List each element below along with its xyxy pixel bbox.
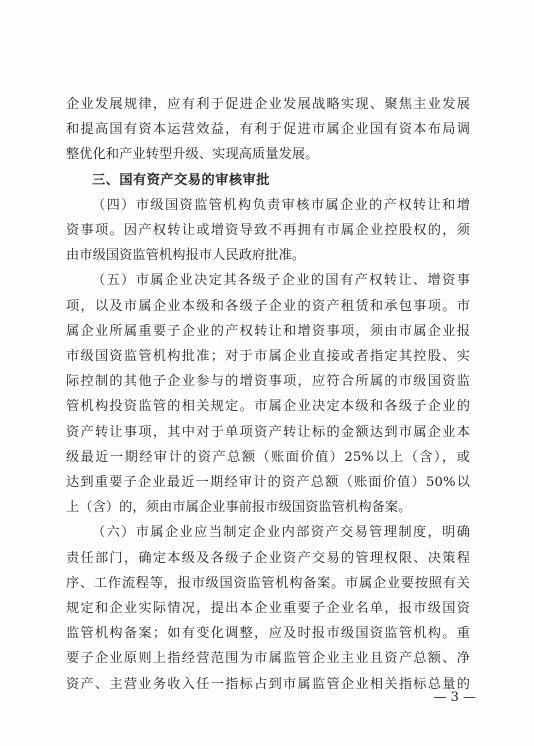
text-line: 整优化和产业转型升级、实现高质量发展。 <box>66 147 319 163</box>
text-line: 资产、主营业务收入任一指标占到市属监管企业相关指标总量的 <box>66 676 470 692</box>
body-text <box>66 92 470 697</box>
text-line: 要子企业原则上指经营范围为市属监管企业主业且资产总额、净 <box>66 651 470 667</box>
text-line: 际控制的其他子企业参与的增资事项，应符合所属的市级国资监 <box>66 374 470 390</box>
text-line: （四）市级国资监管机构负责审核市属企业的产权转让和增 <box>92 197 470 213</box>
text-line: 资产转让事项，其中对于单项资产转让标的金额达到市属企业本 <box>66 424 470 440</box>
text-line: 市级国资监管机构批准；对于市属企业直接或者指定其控股、实 <box>66 349 470 365</box>
text-line: （五）市属企业决定其各级子企业的国有产权转让、增资事 <box>92 273 470 289</box>
text-line: 规定和企业实际情况，提出本企业重要子企业名单，报市级国资 <box>66 601 470 617</box>
text-line: （六）市属企业应当制定企业内部资产交易管理制度，明确 <box>92 525 470 541</box>
text-line: 资事项。因产权转让或增资导致不再拥有市属企业控股权的，须 <box>66 223 470 239</box>
text-line: 序、工作流程等，报市级国资监管机构备案。市属企业要按照有关 <box>66 575 470 591</box>
text-line: 监管机构备案；如有变化调整，应及时报市级国资监管机构。重 <box>66 626 470 642</box>
text-line: 项，以及市属企业本级和各级子企业的资产租赁和承包事项。市 <box>66 298 470 314</box>
text-line: 达到重要子企业最近一期经审计的资产总额（账面价值）50%以 <box>66 475 470 491</box>
text-line: 上（含）的，须由市属企业事前报市级国资监管机构备案。 <box>66 500 412 516</box>
text-line: 属企业所属重要子企业的产权转让和增资事项，须由市属企业报 <box>66 323 470 339</box>
text-line: 企业发展规律，应有利于促进企业发展战略实现、聚焦主业发展 <box>66 97 470 112</box>
text-line: 由市级国资监管机构报市人民政府批准。 <box>66 248 306 264</box>
section-heading: 三、国有资产交易的审核审批 <box>92 172 270 188</box>
text-line: 责任部门，确定本级及各级子企业资产交易的管理权限、决策程 <box>66 550 470 566</box>
text-line: 和提高国有资本运营效益，有利于促进市属企业国有资本布局调 <box>66 122 470 138</box>
text-line: 级最近一期经审计的资产总额（账面价值）25%以上（含），或 <box>66 449 470 465</box>
text-line: 管机构投资监管的相关规定。市属企业决定本级和各级子企业的 <box>66 399 470 415</box>
page-number: — 3 — <box>433 690 476 705</box>
